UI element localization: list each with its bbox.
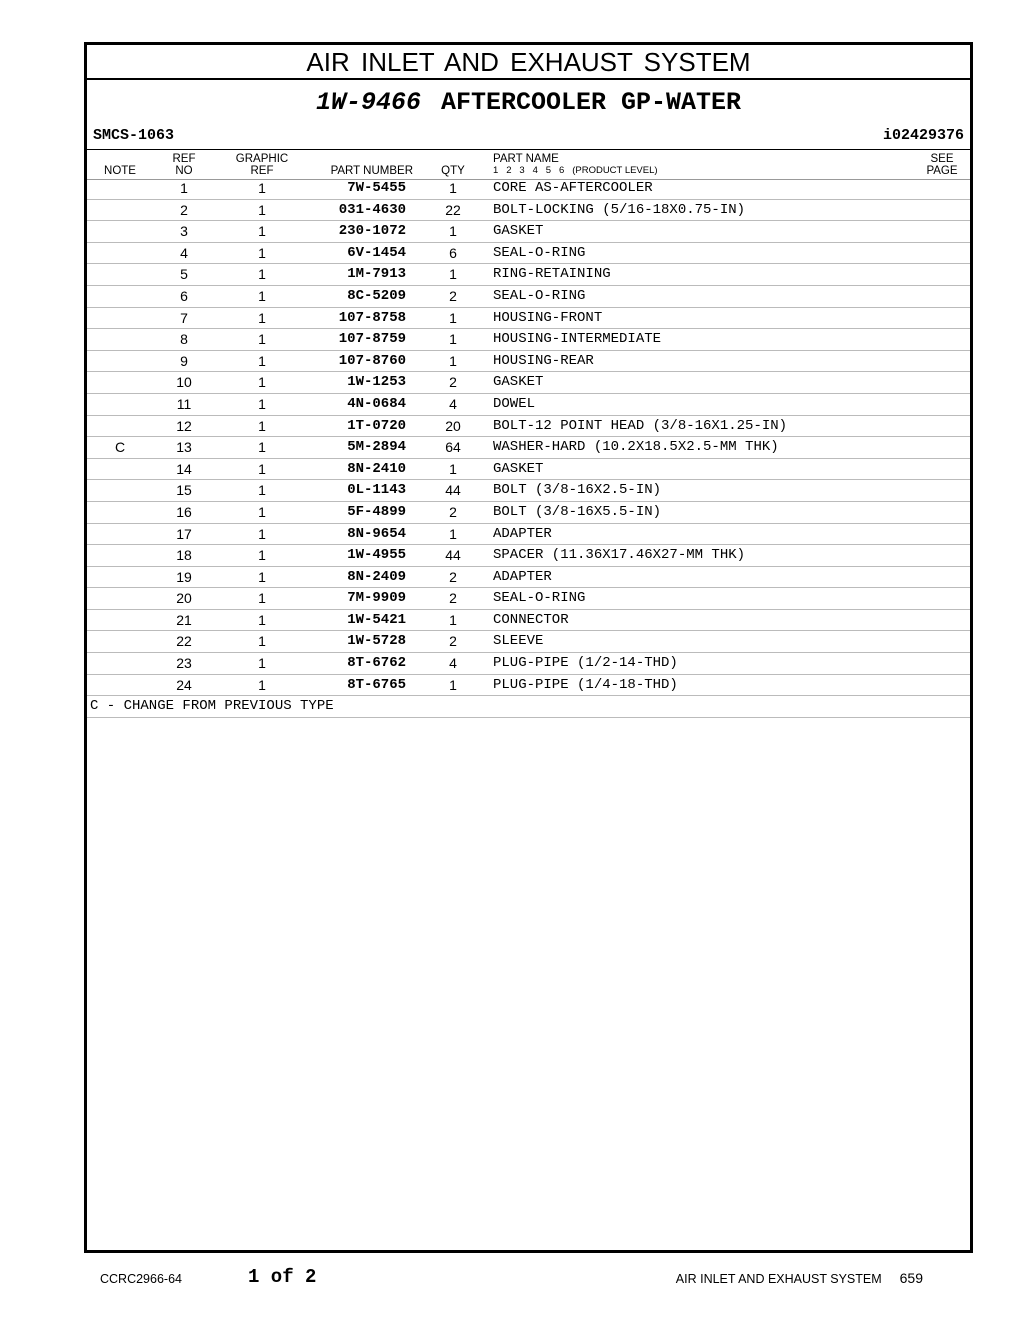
- table-row: [87, 243, 970, 265]
- ref-no-cell: 6: [180, 287, 188, 304]
- header-note: NOTE: [104, 165, 136, 177]
- qty-cell: 44: [445, 547, 461, 564]
- part-name-cell: RING-RETAINING: [493, 266, 611, 283]
- ref-no-cell: 18: [176, 547, 192, 564]
- ref-no-cell: 22: [176, 633, 192, 650]
- ref-no-cell: 4: [180, 244, 188, 261]
- graphic-ref-cell: 1: [258, 309, 266, 326]
- qty-cell: 22: [445, 201, 461, 218]
- graphic-ref-cell: 1: [258, 482, 266, 499]
- header-product-levels: 1 2 3 4 5 6 (PRODUCT LEVEL): [493, 165, 658, 176]
- qty-cell: 6: [449, 244, 457, 261]
- part-number-cell: 1M-7913: [347, 266, 406, 283]
- smcs-code: SMCS-1063: [93, 127, 175, 144]
- note-cell: C: [114, 439, 126, 456]
- part-number-cell: 8N-9654: [347, 525, 406, 542]
- ref-no-cell: 11: [176, 395, 192, 412]
- ref-no-cell: 16: [176, 503, 192, 520]
- ref-no-cell: 17: [176, 525, 192, 542]
- part-name-cell: BOLT (3/8-16X5.5-IN): [493, 503, 662, 520]
- qty-cell: 2: [449, 503, 457, 520]
- graphic-ref-cell: 1: [258, 395, 266, 412]
- header-qty: QTY: [441, 165, 465, 177]
- ref-no-cell: 19: [176, 568, 192, 585]
- ref-no-cell: 10: [176, 374, 192, 391]
- parts-page-frame: [84, 42, 973, 1253]
- graphic-ref-cell: 1: [258, 417, 266, 434]
- part-number-cell: 8N-2410: [347, 460, 406, 477]
- table-row: [87, 394, 970, 416]
- footer-section-title: AIR INLET AND EXHAUST SYSTEM: [675, 1272, 882, 1286]
- part-number-cell: 107-8758: [338, 309, 406, 326]
- ref-no-cell: 21: [176, 611, 192, 628]
- ref-no-cell: 20: [176, 590, 192, 607]
- group-title: [87, 87, 970, 119]
- part-name-cell: SEAL-O-RING: [493, 590, 586, 607]
- table-row: [87, 264, 970, 286]
- table-row: [87, 437, 970, 459]
- part-name-cell: BOLT-LOCKING (5/16-18X0.75-IN): [493, 201, 746, 218]
- ref-no-cell: 5: [180, 266, 188, 283]
- ref-no-cell: 12: [176, 417, 192, 434]
- part-name-cell: CORE AS-AFTERCOOLER: [493, 180, 653, 196]
- part-number-cell: 4N-0684: [347, 395, 406, 412]
- qty-cell: 2: [449, 374, 457, 391]
- parts-table: [87, 178, 970, 718]
- table-row: [87, 286, 970, 308]
- part-name-cell: SLEEVE: [493, 633, 544, 650]
- ref-no-cell: 3: [180, 223, 188, 240]
- group-name: AFTERCOOLER GP-WATER: [440, 88, 742, 117]
- table-row: [87, 221, 970, 243]
- table-row: [87, 524, 970, 546]
- ref-no-cell: 13: [176, 439, 192, 456]
- part-name-cell: PLUG-PIPE (1/2-14-THD): [493, 655, 678, 672]
- table-row: [87, 329, 970, 351]
- qty-cell: 2: [449, 568, 457, 585]
- qty-cell: 1: [449, 352, 457, 369]
- graphic-ref-cell: 1: [258, 590, 266, 607]
- table-row: [87, 610, 970, 632]
- part-name-cell: WASHER-HARD (10.2X18.5X2.5-MM THK): [493, 439, 779, 456]
- qty-cell: 2: [449, 633, 457, 650]
- ref-no-cell: 7: [180, 309, 188, 326]
- part-name-cell: ADAPTER: [493, 525, 552, 542]
- header-part-number: PART NUMBER: [330, 165, 413, 177]
- table-row: [87, 372, 970, 394]
- part-name-cell: ADAPTER: [493, 568, 552, 585]
- part-name-cell: BOLT (3/8-16X2.5-IN): [493, 482, 662, 499]
- graphic-ref-cell: 1: [258, 439, 266, 456]
- qty-cell: 1: [449, 180, 457, 196]
- part-number-cell: 8C-5209: [347, 287, 406, 304]
- header-see-bottom: PAGE: [926, 165, 958, 177]
- graphic-ref-cell: 1: [258, 633, 266, 650]
- part-number-cell: 7W-5455: [347, 180, 406, 196]
- part-number-cell: 8T-6765: [347, 676, 406, 693]
- ref-no-cell: 1: [180, 180, 188, 196]
- ref-no-cell: 15: [176, 482, 192, 499]
- header-graphic-bottom: REF: [250, 165, 274, 177]
- page-number: 659: [899, 1270, 923, 1286]
- graphic-ref-cell: 1: [258, 266, 266, 283]
- table-row: [87, 200, 970, 222]
- part-name-cell: GASKET: [493, 460, 544, 477]
- part-name-cell: CONNECTOR: [493, 611, 569, 628]
- qty-cell: 1: [449, 611, 457, 628]
- page-of: 1 of 2: [248, 1266, 317, 1288]
- part-name-cell: HOUSING-FRONT: [493, 309, 603, 326]
- table-row: [87, 480, 970, 502]
- table-row: [87, 308, 970, 330]
- part-name-cell: SEAL-O-RING: [493, 244, 586, 261]
- part-number-cell: 1W-1253: [347, 374, 406, 391]
- table-row: [87, 675, 970, 697]
- table-row: [87, 588, 970, 610]
- graphic-ref-cell: 1: [258, 244, 266, 261]
- graphic-ref-cell: 1: [258, 655, 266, 672]
- qty-cell: 1: [449, 331, 457, 348]
- ref-no-cell: 23: [176, 655, 192, 672]
- qty-cell: 4: [449, 655, 457, 672]
- part-name-cell: GASKET: [493, 374, 544, 391]
- part-name-cell: GASKET: [493, 223, 544, 240]
- section-title: AIR INLET AND EXHAUST SYSTEM: [87, 45, 970, 80]
- part-number-cell: 5M-2894: [347, 439, 406, 456]
- graphic-ref-cell: 1: [258, 331, 266, 348]
- graphic-ref-cell: 1: [258, 352, 266, 369]
- part-number-cell: 1T-0720: [347, 417, 406, 434]
- part-number-cell: 1W-5421: [347, 611, 406, 628]
- group-number: 1W-9466: [315, 88, 421, 117]
- table-row: [87, 567, 970, 589]
- qty-cell: 2: [449, 287, 457, 304]
- header-ref-top: REF: [172, 153, 196, 165]
- qty-cell: 1: [449, 309, 457, 326]
- qty-cell: 4: [449, 395, 457, 412]
- table-header: [87, 149, 970, 180]
- part-number-cell: 031-4630: [338, 201, 406, 218]
- part-number-cell: 8T-6762: [347, 655, 406, 672]
- header-part-name: PART NAME: [493, 153, 559, 165]
- table-row: [87, 178, 970, 200]
- qty-cell: 1: [449, 223, 457, 240]
- qty-cell: 1: [449, 460, 457, 477]
- table-row: [87, 502, 970, 524]
- graphic-ref-cell: 1: [258, 568, 266, 585]
- graphic-ref-cell: 1: [258, 223, 266, 240]
- notes-legend: C - CHANGE FROM PREVIOUS TYPE: [87, 696, 970, 718]
- part-number-cell: 0L-1143: [347, 482, 406, 499]
- qty-cell: 1: [449, 525, 457, 542]
- table-row: [87, 459, 970, 481]
- part-name-cell: HOUSING-REAR: [493, 352, 594, 369]
- graphic-ref-cell: 1: [258, 676, 266, 693]
- ref-no-cell: 14: [176, 460, 192, 477]
- header-ref-bottom: NO: [175, 165, 193, 177]
- table-row: [87, 351, 970, 373]
- graphic-ref-cell: 1: [258, 374, 266, 391]
- graphic-ref-cell: 1: [258, 460, 266, 477]
- doc-code: CCRC2966-64: [100, 1272, 182, 1286]
- part-name-cell: PLUG-PIPE (1/4-18-THD): [493, 676, 678, 693]
- graphic-ref-cell: 1: [258, 547, 266, 564]
- ref-no-cell: 24: [176, 676, 192, 693]
- part-name-cell: SPACER (11.36X17.46X27-MM THK): [493, 547, 746, 564]
- part-number-cell: 6V-1454: [347, 244, 406, 261]
- table-row: [87, 631, 970, 653]
- graphic-ref-cell: 1: [258, 503, 266, 520]
- illustration-id: i02429376: [882, 127, 964, 144]
- footer-section: [676, 1270, 923, 1286]
- part-number-cell: 7M-9909: [347, 590, 406, 607]
- table-row: [87, 416, 970, 438]
- qty-cell: 1: [449, 676, 457, 693]
- qty-cell: 44: [445, 482, 461, 499]
- graphic-ref-cell: 1: [258, 201, 266, 218]
- graphic-ref-cell: 1: [258, 180, 266, 196]
- part-number-cell: 5F-4899: [347, 503, 406, 520]
- graphic-ref-cell: 1: [258, 525, 266, 542]
- table-row: [87, 653, 970, 675]
- ref-no-cell: 2: [180, 201, 188, 218]
- part-name-cell: SEAL-O-RING: [493, 287, 586, 304]
- ref-no-cell: 9: [180, 352, 188, 369]
- qty-cell: 2: [449, 590, 457, 607]
- ref-no-cell: 8: [180, 331, 188, 348]
- qty-cell: 1: [449, 266, 457, 283]
- qty-cell: 64: [445, 439, 461, 456]
- table-row: [87, 545, 970, 567]
- part-number-cell: 8N-2409: [347, 568, 406, 585]
- part-number-cell: 107-8759: [338, 331, 406, 348]
- graphic-ref-cell: 1: [258, 611, 266, 628]
- part-number-cell: 230-1072: [338, 223, 406, 240]
- part-name-cell: HOUSING-INTERMEDIATE: [493, 331, 662, 348]
- header-see-top: SEE: [930, 153, 954, 165]
- graphic-ref-cell: 1: [258, 287, 266, 304]
- qty-cell: 20: [445, 417, 461, 434]
- part-name-cell: BOLT-12 POINT HEAD (3/8-16X1.25-IN): [493, 417, 788, 434]
- part-number-cell: 107-8760: [338, 352, 406, 369]
- header-graphic-top: GRAPHIC: [235, 153, 289, 165]
- part-number-cell: 1W-5728: [347, 633, 406, 650]
- part-number-cell: 1W-4955: [347, 547, 406, 564]
- part-name-cell: DOWEL: [493, 395, 536, 412]
